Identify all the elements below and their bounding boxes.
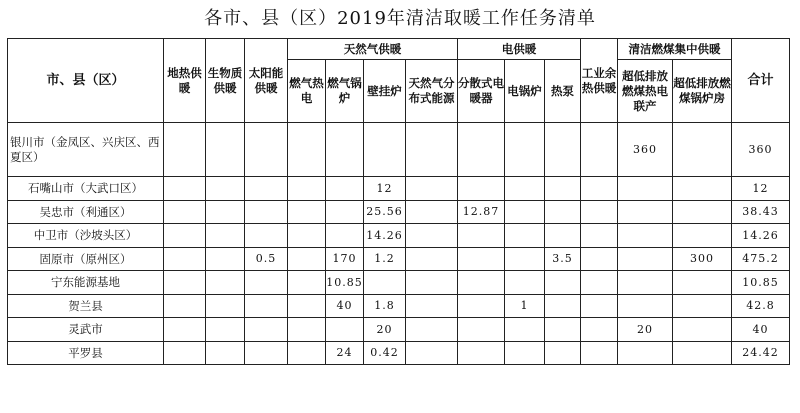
header-total: 合计 [732,39,790,123]
electric-boiler-cell [505,271,545,295]
biomass-cell [206,247,245,271]
industrial-waste-heat-cell [581,318,618,342]
document-title: 各市、县（区）2019年清洁取暖工作任务清单 [204,8,596,29]
industrial-waste-heat-cell [581,200,618,224]
header-industrial-waste-heat: 工业余热供暖 [581,39,618,123]
wall-heater-cell: 20 [364,318,406,342]
heat-pump-cell [545,271,581,295]
biomass-cell [206,294,245,318]
header-gas-chp: 燃气热电 [288,60,326,123]
geothermal-cell [164,200,206,224]
header-region: 市、县（区） [8,39,164,123]
wall-heater-cell [364,123,406,177]
total-cell: 360 [732,123,790,177]
ultra-low-chp-cell: 360 [618,123,673,177]
region-cell: 石嘴山市（大武口区） [8,177,164,201]
region-cell: 贺兰县 [8,294,164,318]
wall-heater-cell: 14.26 [364,224,406,248]
ultra-low-boiler-cell [673,318,732,342]
industrial-waste-heat-cell [581,224,618,248]
solar-cell [245,341,288,365]
solar-cell [245,318,288,342]
table-body [8,123,790,365]
industrial-waste-heat-cell [581,177,618,201]
gas-chp-cell [288,247,326,271]
distributed-electric-cell [458,318,505,342]
header-gas-boiler: 燃气锅炉 [326,60,364,123]
header-clean-coal: 清洁燃煤集中供暖 [618,39,732,60]
total-cell: 475.2 [732,247,790,271]
heat-pump-cell [545,224,581,248]
header-geothermal: 地热供暖 [164,39,206,123]
industrial-waste-heat-cell [581,294,618,318]
header-wall-heater: 壁挂炉 [364,60,406,123]
ultra-low-chp-cell [618,224,673,248]
table-row [8,200,790,224]
solar-cell [245,200,288,224]
ultra-low-chp-cell [618,271,673,295]
gas-distributed-cell [406,177,458,201]
wall-heater-cell: 0.42 [364,341,406,365]
header-biomass: 生物质供暖 [206,39,245,123]
gas-boiler-cell [326,177,364,201]
geothermal-cell [164,294,206,318]
distributed-electric-cell [458,224,505,248]
gas-distributed-cell [406,123,458,177]
table-row [8,271,790,295]
industrial-waste-heat-cell [581,271,618,295]
gas-boiler-cell: 40 [326,294,364,318]
gas-boiler-cell: 24 [326,341,364,365]
gas-distributed-cell [406,200,458,224]
industrial-waste-heat-cell [581,341,618,365]
total-cell: 38.43 [732,200,790,224]
distributed-electric-cell [458,177,505,201]
table-row [8,247,790,271]
ultra-low-boiler-cell [673,294,732,318]
electric-boiler-cell [505,247,545,271]
biomass-cell [206,341,245,365]
electric-boiler-cell [505,123,545,177]
ultra-low-boiler-cell [673,224,732,248]
distributed-electric-cell [458,341,505,365]
header-electric: 电供暖 [458,39,581,60]
table-row [8,123,790,177]
solar-cell [245,177,288,201]
heat-pump-cell [545,123,581,177]
electric-boiler-cell [505,200,545,224]
heat-pump-cell [545,177,581,201]
heat-pump-cell [545,294,581,318]
header-ultra-low-boiler: 超低排放燃煤锅炉房 [673,60,732,123]
region-cell: 吴忠市（利通区） [8,200,164,224]
gas-boiler-cell: 170 [326,247,364,271]
ultra-low-boiler-cell [673,271,732,295]
table-row [8,341,790,365]
region-cell: 宁东能源基地 [8,271,164,295]
region-cell: 银川市（金凤区、兴庆区、西夏区） [8,123,164,177]
total-cell: 12 [732,177,790,201]
region-cell: 灵武市 [8,318,164,342]
total-cell: 24.42 [732,341,790,365]
total-cell: 42.8 [732,294,790,318]
gas-boiler-cell [326,200,364,224]
geothermal-cell [164,271,206,295]
biomass-cell [206,271,245,295]
ultra-low-chp-cell [618,177,673,201]
geothermal-cell [164,123,206,177]
wall-heater-cell: 12 [364,177,406,201]
gas-chp-cell [288,177,326,201]
heat-pump-cell [545,318,581,342]
electric-boiler-cell: 1 [505,294,545,318]
header-natural-gas: 天然气供暖 [288,39,458,60]
solar-cell [245,224,288,248]
gas-chp-cell [288,200,326,224]
solar-cell [245,123,288,177]
ultra-low-boiler-cell [673,200,732,224]
total-cell: 40 [732,318,790,342]
distributed-electric-cell [458,271,505,295]
ultra-low-chp-cell [618,247,673,271]
distributed-electric-cell [458,294,505,318]
biomass-cell [206,123,245,177]
gas-distributed-cell [406,341,458,365]
gas-chp-cell [288,271,326,295]
ultra-low-chp-cell [618,200,673,224]
gas-chp-cell [288,341,326,365]
header-distributed-electric: 分散式电暖器 [458,60,505,123]
gas-chp-cell [288,318,326,342]
wall-heater-cell [364,271,406,295]
distributed-electric-cell [458,247,505,271]
biomass-cell [206,200,245,224]
electric-boiler-cell [505,318,545,342]
electric-boiler-cell [505,177,545,201]
gas-distributed-cell [406,247,458,271]
header-heat-pump: 热泵 [545,60,581,123]
table-row [8,294,790,318]
heat-pump-cell: 3.5 [545,247,581,271]
header-electric-boiler: 电锅炉 [505,60,545,123]
electric-boiler-cell [505,341,545,365]
industrial-waste-heat-cell [581,247,618,271]
gas-distributed-cell [406,224,458,248]
geothermal-cell [164,177,206,201]
table-row [8,318,790,342]
gas-boiler-cell [326,123,364,177]
biomass-cell [206,224,245,248]
table-row [8,224,790,248]
solar-cell: 0.5 [245,247,288,271]
solar-cell [245,294,288,318]
gas-chp-cell [288,123,326,177]
table-row [8,177,790,201]
biomass-cell [206,177,245,201]
wall-heater-cell: 1.8 [364,294,406,318]
industrial-waste-heat-cell [581,123,618,177]
ultra-low-chp-cell [618,341,673,365]
electric-boiler-cell [505,224,545,248]
heat-pump-cell [545,200,581,224]
task-table [7,38,790,365]
distributed-electric-cell [458,123,505,177]
wall-heater-cell: 1.2 [364,247,406,271]
gas-distributed-cell [406,294,458,318]
ultra-low-boiler-cell [673,341,732,365]
ultra-low-boiler-cell [673,177,732,201]
total-cell: 14.26 [732,224,790,248]
ultra-low-chp-cell [618,294,673,318]
geothermal-cell [164,247,206,271]
geothermal-cell [164,318,206,342]
gas-chp-cell [288,294,326,318]
total-cell: 10.85 [732,271,790,295]
region-cell: 固原市（原州区） [8,247,164,271]
header-solar: 太阳能供暖 [245,39,288,123]
heat-pump-cell [545,341,581,365]
gas-boiler-cell [326,224,364,248]
geothermal-cell [164,224,206,248]
gas-distributed-cell [406,318,458,342]
gas-chp-cell [288,224,326,248]
geothermal-cell [164,341,206,365]
header-gas-distributed: 天然气分布式能源 [406,60,458,123]
ultra-low-boiler-cell: 300 [673,247,732,271]
distributed-electric-cell: 12.87 [458,200,505,224]
region-cell: 中卫市（沙坡头区） [8,224,164,248]
region-cell: 平罗县 [8,341,164,365]
wall-heater-cell: 25.56 [364,200,406,224]
gas-boiler-cell: 10.85 [326,271,364,295]
gas-boiler-cell [326,318,364,342]
header-ultra-low-chp: 超低排放燃煤热电联产 [618,60,673,123]
solar-cell [245,271,288,295]
ultra-low-chp-cell: 20 [618,318,673,342]
biomass-cell [206,318,245,342]
gas-distributed-cell [406,271,458,295]
ultra-low-boiler-cell [673,123,732,177]
